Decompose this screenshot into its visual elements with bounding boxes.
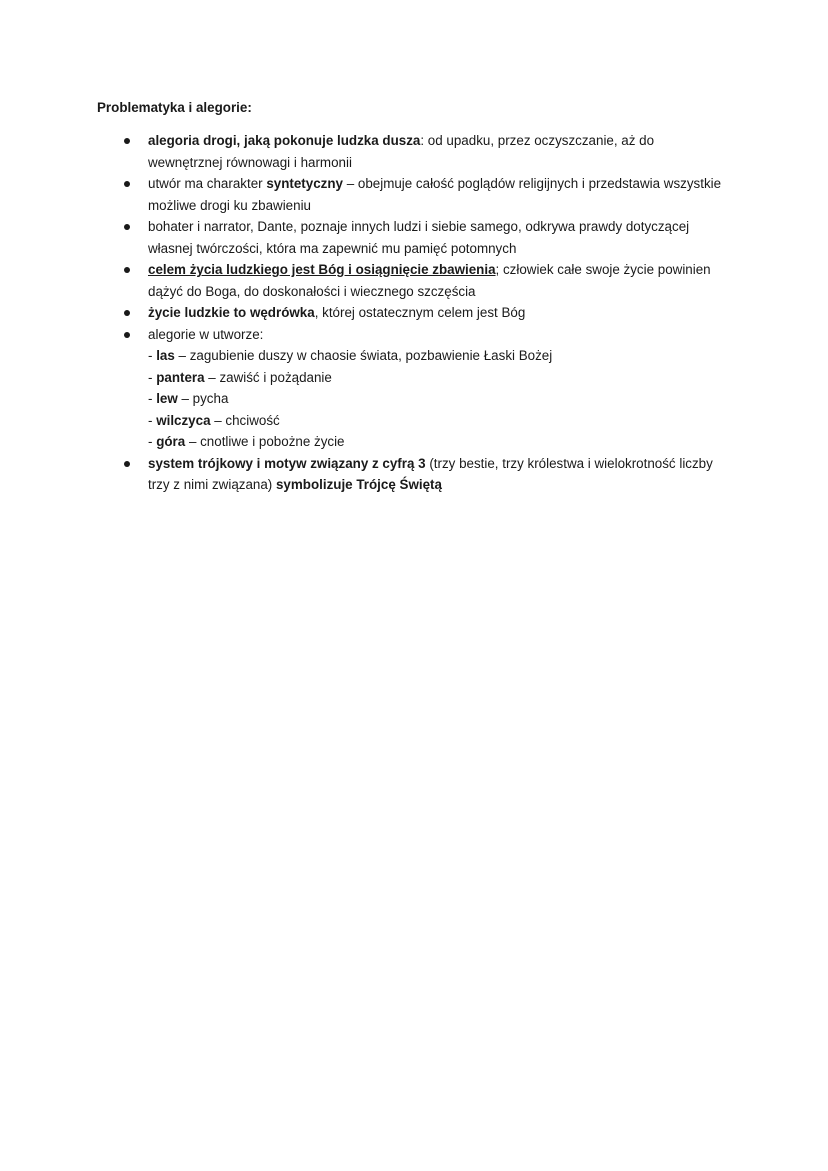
bullet-list <box>97 130 727 496</box>
text-run: – zawiść i pożądanie <box>204 369 332 385</box>
list-item <box>97 130 727 173</box>
bold-text: alegoria drogi, jaką pokonuje ludzka dusza <box>148 133 421 148</box>
bold-text: las <box>156 348 175 363</box>
bullet-icon <box>124 310 130 316</box>
bold-text: syntetyczny <box>266 176 343 191</box>
allegory-subitem <box>148 367 727 389</box>
bullet-icon <box>124 224 130 230</box>
bold-text: pantera <box>156 369 205 385</box>
text-run: – zagubienie duszy w chaosie świata, pozbawienie Łaski Bożej <box>174 348 553 363</box>
text-run: - <box>148 412 157 428</box>
text-run: alegorie w utworze: <box>148 326 264 342</box>
list-item <box>97 453 727 496</box>
list-item <box>97 324 727 453</box>
list-item <box>97 259 727 302</box>
list-item <box>97 302 727 324</box>
text-run: bohater i narrator, Dante, poznaje innych ludzi i siebie samego, odkrywa prawdy dotyczącej własnej twórczości, która ma zapewnić mu pamięć potomnych <box>148 219 690 256</box>
text-run: - <box>148 369 157 385</box>
allegory-subitem <box>148 388 727 410</box>
allegory-subitem <box>148 345 727 367</box>
allegory-subitem <box>148 431 727 453</box>
bullet-icon <box>124 267 130 273</box>
bold-text: lew <box>156 391 178 406</box>
bold-text: symbolizuje Trójcę Świętą <box>275 477 442 492</box>
bullet-icon <box>124 138 130 144</box>
text-run: - <box>148 391 157 406</box>
text-run: : od upadku, przez oczyszczanie, aż do wewnętrznej równowagi i harmonii <box>148 133 655 170</box>
bold-text: życie ludzkie to wędrówka <box>148 305 315 320</box>
text-run: – chciwość <box>210 412 280 428</box>
text-run: ; człowiek całe swoje życie powinien dążyć do Boga, do doskonałości i wiecznego szczęścia <box>148 262 711 299</box>
text-run: (trzy bestie, trzy królestwa i wielokrotność liczby trzy z nimi związana) <box>148 455 713 492</box>
text-run: – pycha <box>177 391 229 406</box>
bold-text: góra <box>156 434 186 449</box>
bullet-icon <box>124 332 130 338</box>
bullet-icon <box>124 461 130 467</box>
list-item <box>97 216 727 259</box>
bold-text: wilczyca <box>156 412 211 428</box>
list-item <box>97 173 727 216</box>
text-run: – obejmuje całość poglądów religijnych i przedstawia wszystkie możliwe drogi ku zbawieniu <box>148 176 722 213</box>
text-run: - <box>148 434 157 449</box>
text-run: utwór ma charakter <box>148 176 267 191</box>
section-heading: Problematyka i alegorie: <box>97 100 252 115</box>
bullet-icon <box>124 181 130 187</box>
text-run: – cnotliwe i pobożne życie <box>185 434 345 449</box>
bold-text: system trójkowy i motyw związany z cyfrą 3 <box>148 455 426 471</box>
allegory-subitem <box>148 410 727 432</box>
text-run: - <box>148 348 157 363</box>
bold-text: celem życia ludzkiego jest Bóg i osiągnięcie zbawienia <box>148 262 496 277</box>
text-run: , której ostatecznym celem jest Bóg <box>314 305 526 320</box>
